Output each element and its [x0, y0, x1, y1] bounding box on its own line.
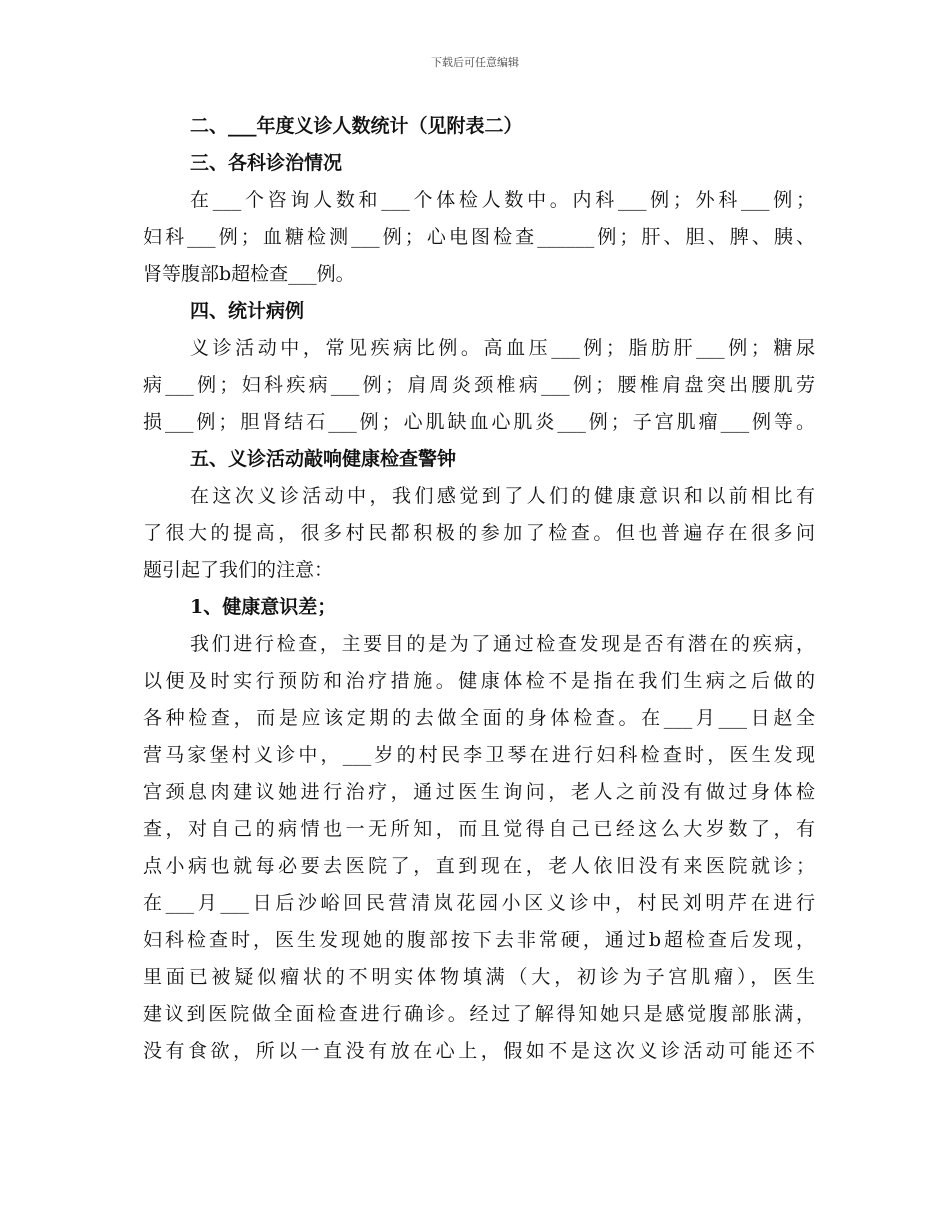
text-line: 点小病也就每必要去医院了，直到现在，老人依旧没有来医院就诊；: [143, 855, 815, 877]
text-line: 各种检查，而是应该定期的去做全面的身体检查。在___月___日赵全: [143, 707, 815, 729]
section-heading-3: 三、各科诊治情况: [190, 152, 343, 174]
text-line: 查，对自己的病情也一无所知，而且觉得自己已经这么大岁数了，有: [143, 818, 815, 840]
text-line: 病___例；妇科疾病___例；肩周炎颈椎病___例；腰椎肩盘突出腰肌劳: [143, 374, 815, 396]
text-line: 在___月___日后沙峪回民营清岚花园小区义诊中，村民刘明芹在进行: [143, 892, 815, 914]
section-heading-4: 四、统计病例: [190, 300, 305, 322]
subsection-heading-1: 1、健康意识差；: [190, 596, 337, 618]
section-heading-5: 五、义诊活动敲响健康检查警钟: [190, 448, 457, 470]
paragraph-case-stats: [143, 330, 815, 441]
paragraph-department-stats: [143, 182, 815, 293]
text-line: 里面已被疑似瘤状的不明实体物填满（大，初诊为子宫肌瘤），医生: [143, 966, 815, 988]
text-line: 义诊活动中，常见疾病比例。高血压___例；脂肪肝___例；糖尿: [190, 337, 815, 359]
paragraph-case-description: [143, 626, 815, 1070]
text-line: 建议到医院做全面检查进行确诊。经过了解得知她只是感觉腹部胀满，: [143, 1003, 815, 1025]
text-line: 肾等腹部b超检查___例。: [143, 263, 355, 285]
text-line: 题引起了我们的注意：: [143, 559, 334, 581]
text-line: 以便及时实行预防和治疗措施。健康体检不是指在我们生病之后做的: [143, 670, 815, 692]
text-line: 没有食欲，所以一直没有放在心上，假如不是这次义诊活动可能还不: [143, 1040, 815, 1062]
text-line: 了很大的提高，很多村民都积极的参加了检查。但也普遍存在很多问: [143, 522, 815, 544]
text-line: 妇科___例；血糖检测___例；心电图检查______例；肝、胆、脾、胰、: [143, 226, 815, 248]
text-line: 妇科检查时，医生发现她的腹部按下去非常硬，通过b超检查后发现，: [143, 929, 815, 951]
text-line: 营马家堡村义诊中，___岁的村民李卫琴在进行妇科检查时，医生发现: [143, 744, 815, 766]
document-body: [143, 108, 815, 1070]
text-line: 损___例；胆肾结石___例；心肌缺血心肌炎___例；子宫肌瘤___例等。: [143, 411, 815, 433]
paragraph-awareness: [143, 478, 815, 589]
text-line: 我们进行检查，主要目的是为了通过检查发现是否有潜在的疾病，: [190, 633, 815, 655]
page-header: 下载后可任意编辑: [431, 56, 519, 69]
section-heading-2: 二、___年度义诊人数统计（见附表二）: [190, 115, 523, 137]
text-line: 在这次义诊活动中，我们感觉到了人们的健康意识和以前相比有: [190, 485, 815, 507]
text-line: 宫颈息肉建议她进行治疗，通过医生询问，老人之前没有做过身体检: [143, 781, 815, 803]
text-line: 在___个咨询人数和___个体检人数中。内科___例；外科___例；: [190, 189, 815, 211]
